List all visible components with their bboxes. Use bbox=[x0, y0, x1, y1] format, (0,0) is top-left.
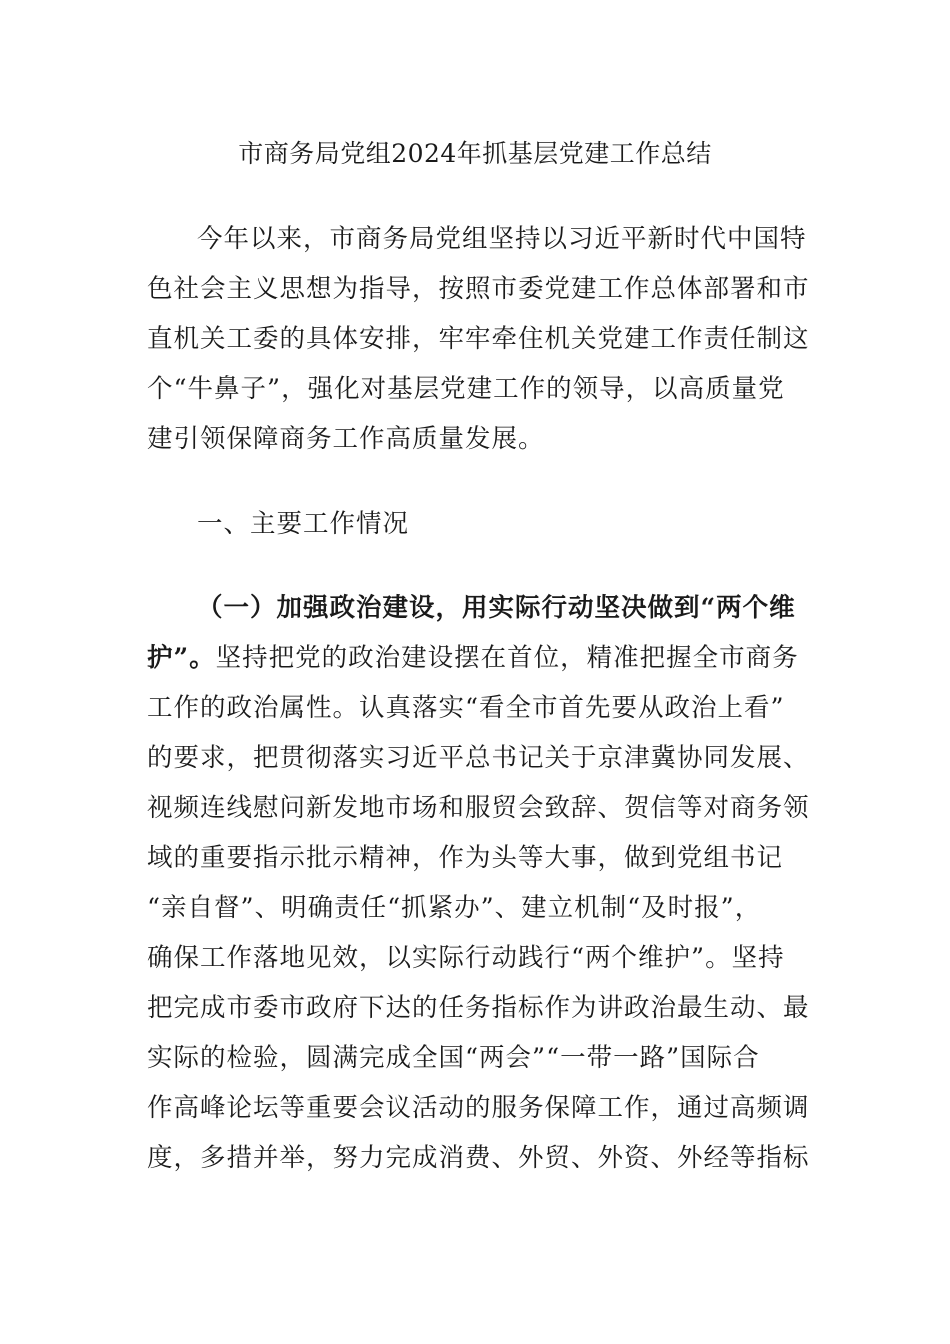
body-text: 坚持把党的政治建设摆在首位，精准把握全市商务 bbox=[215, 643, 799, 673]
intro-line: 直机关工委的具体安排，牢牢牵住机关党建工作责任制这 bbox=[147, 324, 810, 354]
intro-line: 建引领保障商务工作高质量发展。 bbox=[147, 424, 545, 454]
body-line: 作高峰论坛等重要会议活动的服务保障工作，通过高频调 bbox=[147, 1093, 810, 1123]
document-title: 市商务局党组2024年抓基层党建工作总结 bbox=[238, 139, 712, 168]
subsection-heading-end: 护”。 bbox=[147, 643, 216, 673]
body-line: 确保工作落地见效，以实际行动践行“两个维护”。坚持 bbox=[147, 943, 785, 973]
body-line: “亲自督”、明确责任“抓紧办”、建立机制“及时报”， bbox=[147, 893, 762, 923]
body-line: 把完成市委市政府下达的任务指标作为讲政治最生动、最 bbox=[147, 993, 810, 1023]
section-heading: 一、主要工作情况 bbox=[197, 509, 410, 539]
body-line: 工作的政治属性。认真落实“看全市首先要从政治上看” bbox=[147, 693, 785, 723]
body-line bbox=[147, 638, 799, 678]
body-line: 实际的检验，圆满完成全国“两会”“一带一路”国际合 bbox=[147, 1043, 760, 1073]
body-line: 的要求，把贯彻落实习近平总书记关于京津冀协同发展、 bbox=[147, 743, 810, 773]
intro-line: 个“牛鼻子”，强化对基层党建工作的领导，以高质量党 bbox=[147, 374, 785, 404]
intro-line: 色社会主义思想为指导，按照市委党建工作总体部署和市 bbox=[147, 274, 810, 304]
body-line: 视频连线慰问新发地市场和服贸会致辞、贺信等对商务领 bbox=[147, 793, 810, 823]
subsection-heading: （一）加强政治建设，用实际行动坚决做到“两个维 bbox=[197, 593, 796, 623]
body-line: 度，多措并举，努力完成消费、外贸、外资、外经等指标 bbox=[147, 1143, 810, 1173]
body-line: 域的重要指示批示精神，作为头等大事，做到党组书记 bbox=[147, 843, 784, 873]
intro-line: 今年以来，市商务局党组坚持以习近平新时代中国特 bbox=[197, 224, 807, 254]
